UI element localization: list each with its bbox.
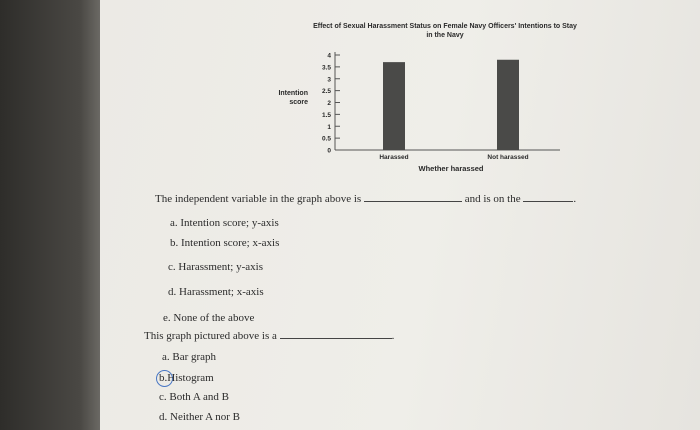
question1-option-b: b. Intention score; x-axis bbox=[170, 237, 280, 249]
question1-option-a: a. Intention score; y-axis bbox=[170, 217, 279, 229]
question1-line bbox=[155, 193, 576, 205]
y-tick-label: 1.5 bbox=[321, 111, 331, 119]
y-tick-label: 3.5 bbox=[321, 64, 331, 72]
x-category-label: Harassed bbox=[379, 154, 409, 161]
question2-option-d: d. Neither A nor B bbox=[159, 411, 240, 423]
bars bbox=[383, 60, 519, 150]
y-tick-label: 2.5 bbox=[321, 88, 331, 96]
chart-title: Effect of Sexual Harassment Status on Female Navy Officers' Intentions to Stay in the Navy bbox=[313, 23, 577, 39]
question2-option-c: c. Both A and B bbox=[159, 391, 229, 403]
question2-option-b: b.Histogram bbox=[159, 372, 214, 384]
question1-option-d: d. Harassment; x-axis bbox=[168, 286, 264, 298]
y-axis-label: Intention score bbox=[278, 90, 308, 106]
x-category-label: Not harassed bbox=[487, 154, 529, 161]
y-ticks bbox=[322, 53, 340, 155]
y-tick-label: 0 bbox=[327, 147, 331, 155]
question1-blank-1 bbox=[364, 193, 462, 202]
question1-end: . bbox=[573, 193, 577, 205]
question1-option-e: e. None of the above bbox=[163, 312, 255, 324]
question2-option-a: a. Bar graph bbox=[162, 351, 217, 363]
question2-blank bbox=[280, 330, 392, 339]
question2-end: . bbox=[391, 330, 395, 342]
x-category-labels bbox=[379, 154, 528, 161]
y-tick-label: 4 bbox=[327, 52, 331, 60]
question1-option-c: c. Harassment; y-axis bbox=[168, 261, 263, 273]
y-tick-label: 1 bbox=[327, 123, 331, 131]
bar-harassed bbox=[383, 62, 405, 150]
question1-text: The independent variable in the graph above is bbox=[155, 193, 362, 205]
bar-not-harassed bbox=[497, 60, 519, 150]
question1-middle-text: and is on the bbox=[464, 193, 521, 205]
x-axis-label: Whether harassed bbox=[418, 164, 484, 173]
question1-blank-2 bbox=[523, 193, 573, 202]
y-tick-label: 2 bbox=[327, 100, 331, 107]
y-tick-label: 0.5 bbox=[321, 135, 331, 143]
question2-line bbox=[144, 330, 394, 342]
question2-text: This graph pictured above is a bbox=[144, 330, 277, 342]
y-tick-label: 3 bbox=[327, 76, 331, 84]
